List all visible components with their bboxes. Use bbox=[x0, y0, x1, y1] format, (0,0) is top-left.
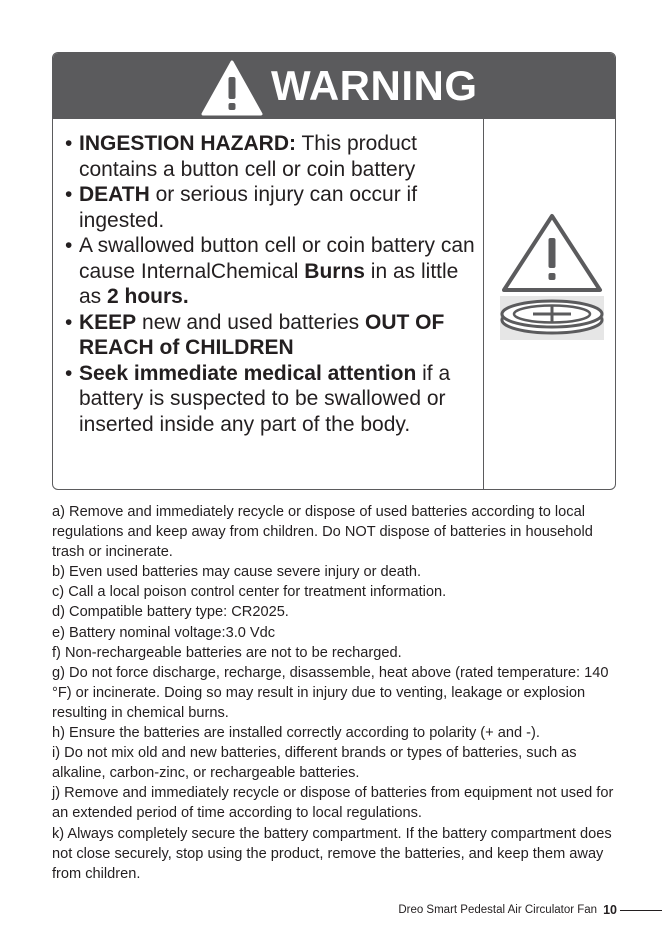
instruction-item: e) Battery nominal voltage:3.0 Vdc bbox=[52, 624, 276, 641]
side-icon-group bbox=[500, 212, 604, 350]
warning-header bbox=[53, 53, 615, 119]
warning-bullet bbox=[65, 182, 477, 233]
footer-product-name: Dreo Smart Pedestal Air Circulator Fan bbox=[398, 904, 598, 916]
bullet-text: A swallowed button cell or coin battery can cause InternalChemical bbox=[79, 234, 475, 283]
bullet-text: new and used batteries bbox=[136, 310, 366, 334]
instruction-item: c) Call a local poison control center for treatment information. bbox=[52, 584, 447, 601]
divider bbox=[483, 119, 484, 489]
bullet-bold-text: INGESTION HAZARD: bbox=[79, 132, 296, 155]
bullet-bold-text: OUT OF REACH of CHILDREN bbox=[79, 310, 445, 359]
instruction-item: j) Remove and immediately recycle or dispose of batteries from equipment not used for an extended period of time according to local regulations. bbox=[52, 785, 614, 822]
instruction-item: f) Non-rechargeable batteries are not to be recharged. bbox=[52, 644, 402, 661]
instruction-item: k) Always completely secure the battery compartment. If the battery compartment does not close securely, stop using the product, remove the batteries, and keep them away from children. bbox=[52, 825, 612, 882]
bullet-text: or serious injury can occur if ingested. bbox=[79, 183, 418, 232]
page-footer bbox=[398, 901, 662, 919]
bullet-bold-text: Seek immediate medical attention bbox=[79, 361, 417, 385]
instruction-item: h) Ensure the batteries are installed correctly according to polarity (+ and -). bbox=[52, 725, 540, 742]
bullet-dot-icon: • bbox=[65, 183, 73, 206]
warning-title: WARNING bbox=[271, 62, 478, 109]
bullet-dot-icon: • bbox=[65, 132, 73, 155]
bullet-dot-icon: • bbox=[65, 234, 73, 257]
battery-instructions bbox=[52, 502, 622, 884]
warning-body bbox=[53, 119, 615, 489]
warning-bullet bbox=[65, 131, 477, 182]
instruction-item: b) Even used batteries may cause severe injury or death. bbox=[52, 564, 422, 581]
warning-bullet bbox=[65, 233, 477, 310]
bullet-bold-text: KEEP bbox=[79, 310, 137, 334]
footer-rule bbox=[620, 910, 662, 911]
bullet-bold-text: DEATH bbox=[79, 183, 150, 206]
instruction-item: g) Do not force discharge, recharge, disassemble, heat above (rated temperature: 140 °F) or incinerate. Doing so may result in injury due to venting, leakage or explosion resulting in chemical burns. bbox=[52, 664, 609, 721]
warning-bullet-list bbox=[65, 131, 477, 437]
warning-box bbox=[52, 52, 616, 490]
instruction-item: i) Do not mix old and new batteries, different brands or types of batteries, such as alkaline, carbon-zinc, or rechargeable batteries. bbox=[52, 745, 577, 782]
bullet-text: This product contains a button cell or coin battery bbox=[79, 132, 418, 181]
bullet-bold-text: 2 hours. bbox=[107, 285, 189, 308]
bullet-text: in as little as bbox=[79, 259, 459, 308]
page-number: 10 bbox=[603, 903, 617, 917]
bullet-text: if a battery is suspected to be swallowed or inserted inside any part of the body. bbox=[79, 361, 451, 436]
warning-bullet bbox=[65, 310, 477, 361]
bullet-dot-icon: • bbox=[65, 310, 73, 334]
coin-battery-icon bbox=[500, 296, 604, 340]
warning-triangle-icon bbox=[201, 60, 263, 116]
bullet-bold-text: Burns bbox=[304, 259, 365, 283]
instruction-item: d) Compatible battery type: CR2025. bbox=[52, 604, 289, 621]
warning-triangle-outline-icon bbox=[500, 212, 604, 294]
warning-bullet bbox=[65, 361, 477, 438]
instruction-item: a) Remove and immediately recycle or dispose of used batteries according to local regulations and keep away from children. Do NOT dispose of batteries in household trash or incinerate. bbox=[52, 504, 593, 561]
bullet-dot-icon: • bbox=[65, 361, 73, 385]
